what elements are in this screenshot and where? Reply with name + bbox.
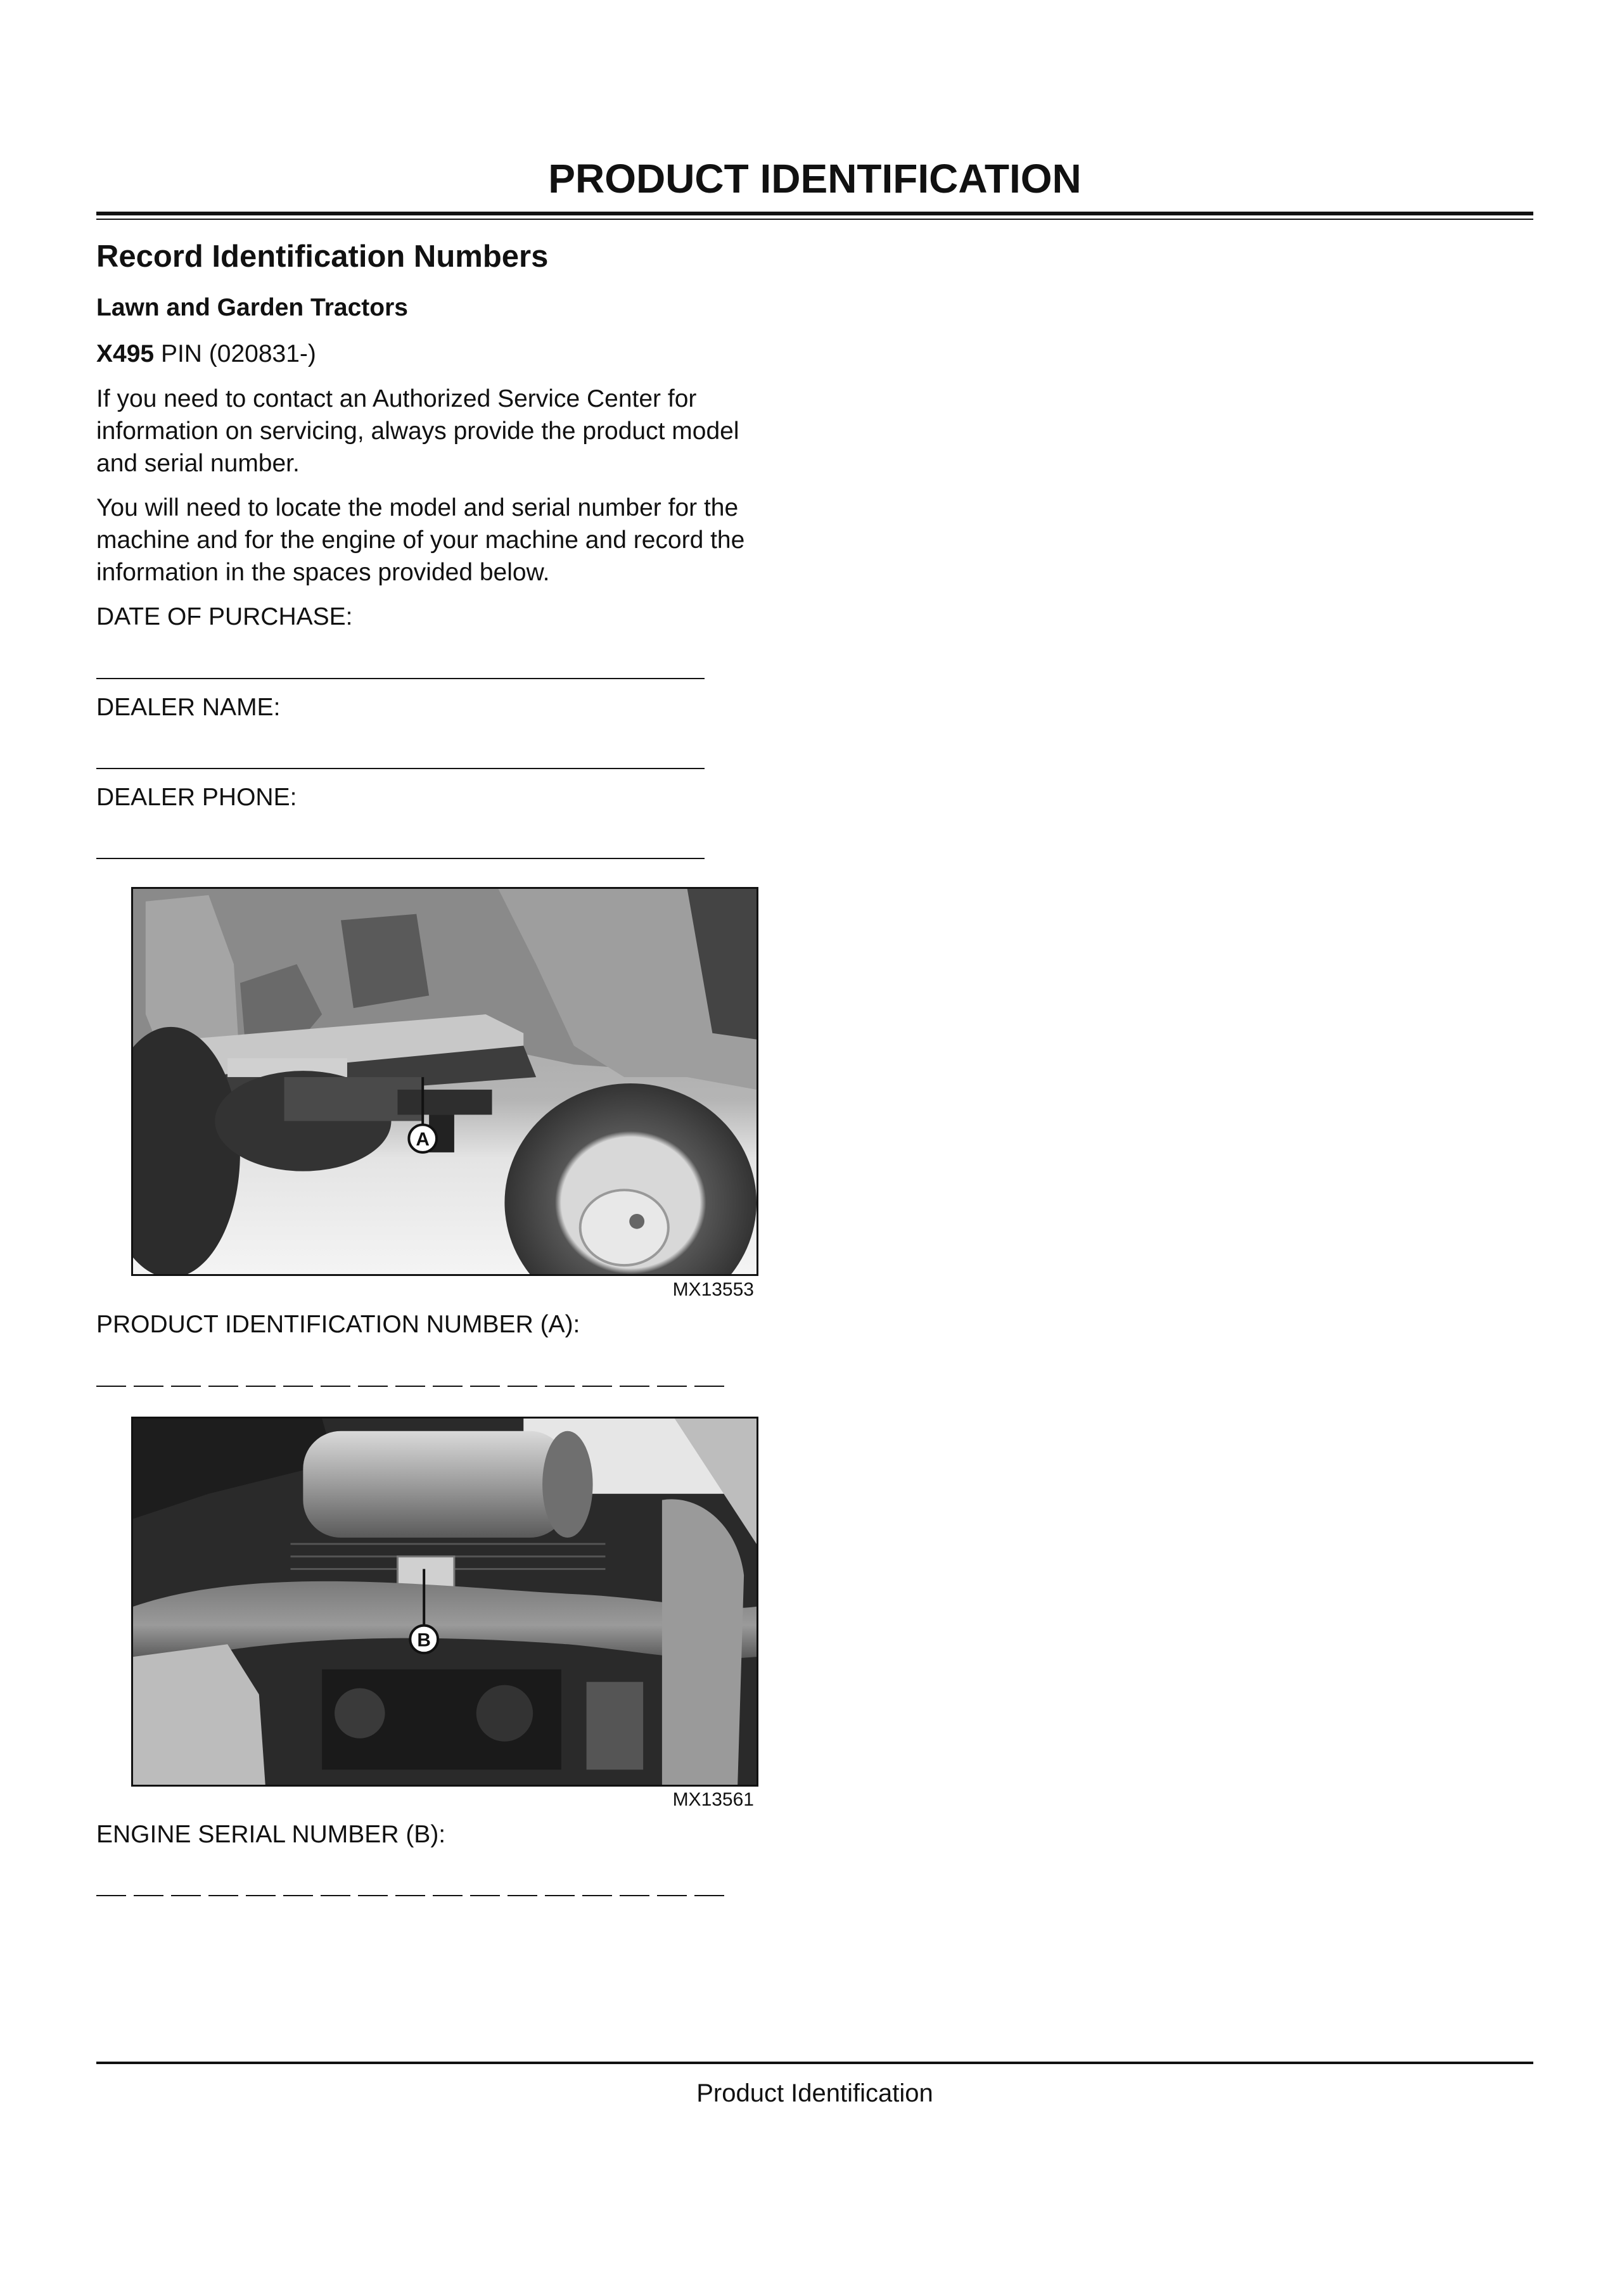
callout-b: B: [417, 1630, 431, 1651]
section-subheading: Lawn and Garden Tractors: [96, 294, 408, 321]
dealer-phone-line[interactable]: [96, 858, 705, 859]
figure-id-a: MX13553: [672, 1279, 754, 1300]
paragraph-line: and serial number.: [96, 450, 300, 477]
dealer-phone-label: DEALER PHONE:: [96, 784, 297, 811]
paragraph-line: information on servicing, always provide the product model: [96, 418, 739, 445]
tractor-photo: [131, 887, 758, 1276]
callout-a: A: [416, 1129, 430, 1150]
header-rule-thick: [96, 212, 1533, 215]
model-name: X495: [96, 340, 155, 367]
engine-photo: [131, 1417, 758, 1787]
section-heading: Record Identification Numbers: [96, 239, 549, 274]
paragraph-line: information in the spaces provided below.: [96, 559, 550, 586]
engine-serial-caption: ENGINE SERIAL NUMBER (B):: [96, 1821, 446, 1848]
paragraph-line: You will need to locate the model and serial number for the: [96, 494, 739, 521]
figure-id-b: MX13561: [672, 1789, 754, 1810]
date-of-purchase-line[interactable]: [96, 678, 705, 679]
paragraph-line: machine and for the engine of your machine and record the: [96, 526, 745, 554]
paragraph-service: [96, 383, 806, 480]
footer-text: Product Identification: [696, 2079, 933, 2107]
engine-serial-entry-dashes[interactable]: [96, 1895, 724, 1896]
dealer-name-label: DEALER NAME:: [96, 694, 281, 721]
model-pin: PIN (020831-): [160, 340, 316, 367]
date-of-purchase-label: DATE OF PURCHASE:: [96, 603, 353, 630]
paragraph-locate: [96, 492, 806, 589]
paragraph-line: If you need to contact an Authorized Service Center for: [96, 385, 697, 412]
page-title: PRODUCT IDENTIFICATION: [548, 156, 1082, 201]
pin-entry-dashes[interactable]: [96, 1386, 724, 1387]
footer-rule: [96, 2062, 1533, 2064]
model-line: [96, 338, 806, 370]
engine-illustration: [133, 1419, 757, 1785]
header-rule-thin: [96, 219, 1533, 220]
pin-caption: PRODUCT IDENTIFICATION NUMBER (A):: [96, 1311, 580, 1338]
dealer-name-line[interactable]: [96, 768, 705, 769]
tractor-illustration: [133, 889, 757, 1274]
